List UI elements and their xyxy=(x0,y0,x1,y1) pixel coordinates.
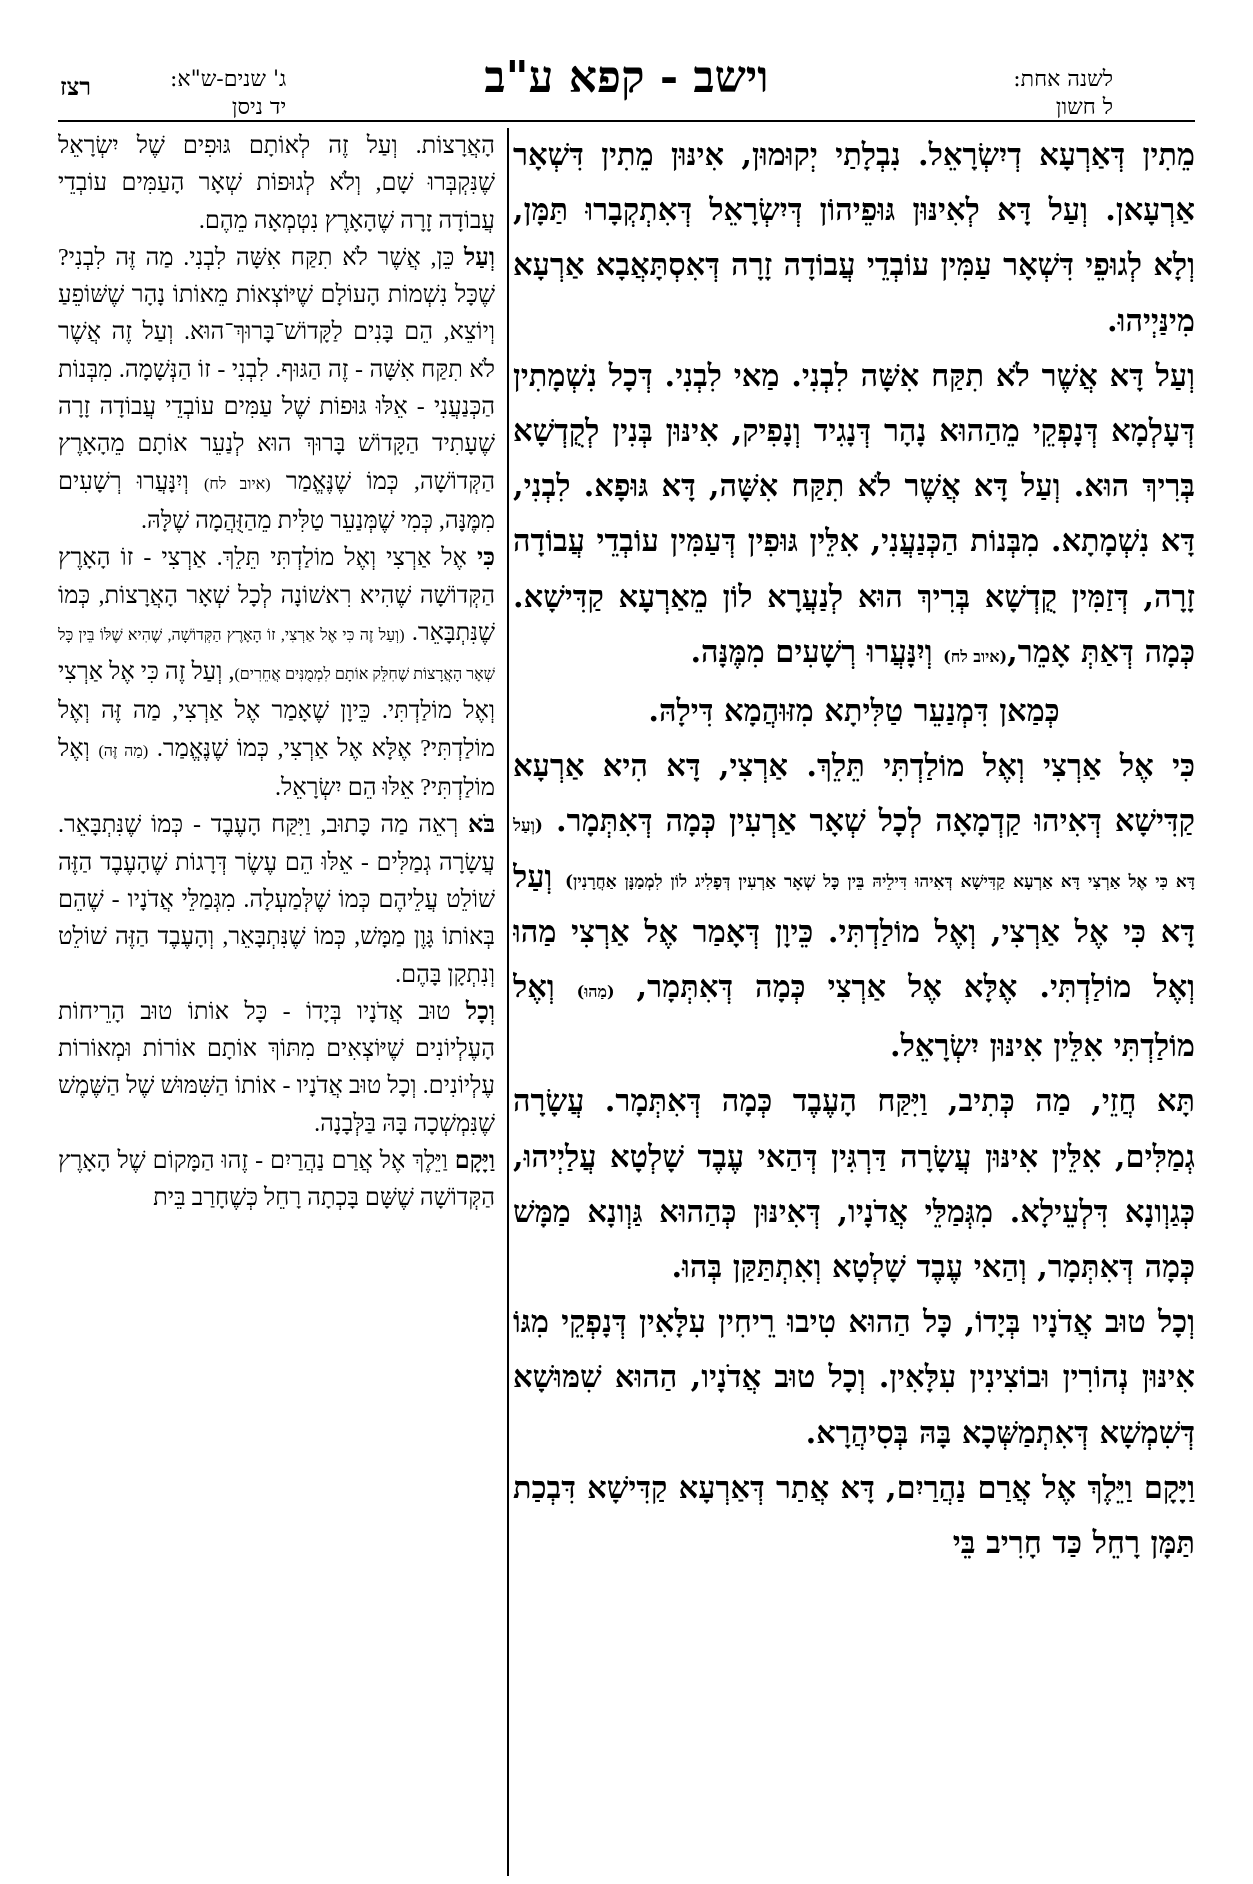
main-paragraph: וְכָל טוּב אֲדֹנָיו בְּיָדוֹ, כָּל הַהוּא טִיבוּ רֵיחִין עִלָּאִין דְּנָפְקֵי מִגּוֹ אִינּוּן נְהוֹרִין וּבוֹצִינִין עִלָּאִין. וְכָל טוּב אֲדֹנָיו, הַהוּא שִׁמּוּשָׁא דְּשִׁמְשָׁא דְּאִתְמַשְּׁכָא בָּהּ בְּסִיהֲרָא. xyxy=(513,1304,1195,1451)
page-header xyxy=(0,0,1253,125)
side-paragraph: וַיָּקָם וַיֵּלֶךְ אֶל אֲרַם נַהֲרַיִם - זֶהוּ הַמָּקוֹם שֶׁל הָאָרֶץ הַקְּדוֹשָׁה שֶׁשָּׁם בָּכְתָה רָחֵל כְּשֶׁחָרַב בֵּית xyxy=(58,1148,495,1212)
source-ref: (איוב לח) xyxy=(943,646,1008,666)
main-paragraph: תָּא חֲזֵי, מַה כְּתִיב, וַיִּקַּח הָעֶבֶד כְּמָה דְּאִתְּמָר. עֲשָׂרָה גְמַלִּים, אִלֵּין אִינּוּן עֲשָׂרָה דַּרְגִּין דְּהַאי עֶבֶד שָׁלְטָא עֲלַיְיהוּ, כְּגַוְונָא דִּלְעֵילָא. מִגְּמַלֵּי אֲדֹנָיו, דְּאִינּוּן כְּהַהוּא גַּוְונָא מַמָּשׁ כְּמָה דְּאִתְּמָר, וְהַאי עֶבֶד שָׁלְטָא וְאִתְתַּקַּן בְּהוּ. xyxy=(513,1083,1195,1286)
header-divider xyxy=(58,120,1195,122)
hebrew-translation-column xyxy=(58,128,495,1876)
side-paragraph: וְעַל כֵּן, אֲשֶׁר לֹא תִקַּח אִשָּׁה לִבְנִי. מַה זֶּה לִבְנִי? שֶׁכָּל נִשְׁמוֹת הָעוֹלָם שֶׁיּוֹצְאוֹת מֵאוֹתוֹ נָהָר שֶׁשּׁוֹפֵעַ וְיוֹצֵא, הֵם בָּנִים לַקָּדוֹשׁ־בָּרוּךְ־הוּא. וְעַל זֶה אֲשֶׁר לֹא תִקַּח אִשָּׁה - זֶה הַגּוּף. לִבְנִי - זוֹ הַנְּשָׁמָה. מִבְּנוֹת הַכְּנַעֲנִי - אֵלּוּ גּוּפוֹת שֶׁל עַמִּים עוֹבְדֵי עֲבוֹדָה זָרָה שֶׁעָתִיד הַקָּדוֹשׁ בָּרוּךְ הוּא לְנַעֵר אוֹתָם מֵהָאָרֶץ הַקְּדוֹשָׁה, כְּמוֹ שֶׁנֶּאֱמַר (איוב לח) וְיִנָּעֲרוּ רְשָׁעִים מִמֶּנָּה, כְּמִי שֶׁמְּנַעֵר טַלִּית מֵהַזֻּהֲמָה שֶׁלָּהּ. xyxy=(58,244,495,534)
page-title: וישב - קפא ע"ב xyxy=(484,52,769,103)
side-paragraph: כִּי אֶל אַרְצִי וְאֶל מוֹלַדְתִּי תֵּלֵךְ. אַרְצִי - זוֹ הָאָרֶץ הַקְּדוֹשָׁה שֶׁהִיא רִאשׁוֹנָה לְכָל שְׁאָר הָאֲרָצוֹת, כְּמוֹ שֶׁנִּתְבָּאֵר. (וְעַל זֶה כִּי אֶל אַרְצִי, זוֹ הָאָרֶץ הַקְּדוֹשָׁה, שֶׁהִיא שֶׁלּוֹ בֵּין כָּל שְׁאָר הָאֲרָצוֹת שֶׁחִלֵּק אוֹתָם לִמְמֻנִּים אֲחֵרִים), וְעַל זֶה כִּי אֶל אַרְצִי וְאֶל מוֹלַדְתִּי. כֵּיוָן שֶׁאָמַר אֶל אַרְצִי, מַה זֶּה וְאֶל מוֹלַדְתִּי? אֶלָּא אֶל אַרְצִי, כְּמוֹ שֶׁנֶּאֱמַר. (מַה זֶּה) וְאֶל מוֹלַדְתִּי? אֵלּוּ הֵם יִשְׂרָאֵל. xyxy=(58,545,495,802)
header-left-info xyxy=(170,66,286,122)
column-divider xyxy=(507,128,509,1876)
header-left-line1: ג' שנים-ש"א: xyxy=(170,67,287,92)
main-paragraph-centered: כְּמַאן דִּמְנַעֵר טַלִּיתָא מִזּוּהֲמָא דִּילָהּ. xyxy=(648,693,1060,730)
header-right-line2: ל חשון xyxy=(1055,95,1113,120)
source-ref: (איוב לח) xyxy=(204,475,271,493)
main-paragraph: מֵתִין דְּאַרְעָא דְיִשְׂרָאֵל. נִבְלָתַי יְקוּמוּן, אִינּוּן מֵתִין דִּשְׁאָר אַרְעָאן. וְעַל דָּא לְאִינּוּן גּוּפֵיהוֹן דְּיִשְׂרָאֵל דְּאִתְקְבָרוּ תַּמָּן, וְלָא לְגוּפֵי דִּשְׁאָר עַמִּין עוֹבְדֵי עֲבוֹדָה זָרָה דְּאִסְתָּאֲבָא אַרְעָא מִינַּיְיהוּ. xyxy=(513,137,1195,339)
header-left-line2: יד ניסן xyxy=(231,95,287,120)
side-paragraph: וְכָל טוּב אֲדֹנָיו בְּיָדוֹ - כָּל אוֹתוֹ טוּב הָרֵיחוֹת הָעֶלְיוֹנִים שֶׁיּוֹצְאִים מִתּוֹךְ אוֹתָם אוֹרוֹת וּמְאוֹרוֹת עֶלְיוֹנִים. וְכָל טוּב אֲדֹנָיו - אוֹתוֹ הַשִּׁמּוּשׁ שֶׁל הַשֶּׁמֶשׁ שֶׁנִּמְשְׁכָה בָּהּ בַּלְּבָנָה. xyxy=(58,998,495,1137)
source-ref: (מַה זֶּה) xyxy=(98,742,149,760)
page-number: רצז xyxy=(60,72,92,101)
side-paragraph: הָאֲרָצוֹת. וְעַל זֶה לְאוֹתָם גּוּפִים שֶׁל יִשְׂרָאֵל שֶׁנִּקְבְּרוּ שָׁם, וְלֹא לְגוּפוֹת שְׁאָר הָעַמִּים עוֹבְדֵי עֲבוֹדָה זָרָה שֶׁהָאָרֶץ נִטְמְאָה מֵהֶם. xyxy=(58,133,495,234)
aramaic-main-column xyxy=(513,128,1195,1876)
main-paragraph: וַיָּקָם וַיֵּלֶךְ אֶל אֲרַם נַהֲרַיִם, דָּא אֲתַר דְּאַרְעָא קַדִּישָׁא דִּבְכַת תַּמָּן רָחֵל כַּד חָרִיב בֵּי xyxy=(513,1469,1195,1562)
header-right-line1: לשנה אחת: xyxy=(1013,67,1113,92)
bracket-note: (וְעַל דָּא כִּי אֶל אַרְצִי דָּא אַרְעָא קַדִּישָׁא דְּאִיהוּ דִּילֵיהּ בֵּין כָּל שְׁאָר אַרְעִין דְּפָלִיג לוֹן לִמְמַנָּן אַחֲרָנִין) xyxy=(513,816,1195,892)
bracket-note: (וְעַל זֶה כִּי אֶל אַרְצִי, זוֹ הָאָרֶץ הַקְּדוֹשָׁה, שֶׁהִיא שֶׁלּוֹ בֵּין כָּל שְׁאָר הָאֲרָצוֹת שֶׁחִלֵּק אוֹתָם לִמְמֻנִּים אֲחֵרִים) xyxy=(58,626,495,684)
source-ref: (מַהוּ) xyxy=(576,982,615,1002)
main-paragraph: כִּי אֶל אַרְצִי וְאֶל מוֹלַדְתִּי תֵּלֵךְ. אַרְצִי, דָּא הִיא אַרְעָא קַדִּישָׁא דְּאִיהוּ קַדְמָאָה לְכָל שְׁאָר אַרְעִין כְּמָה דְּאִתְּמָר. (וְעַל דָּא כִּי אֶל אַרְצִי דָּא אַרְעָא קַדִּישָׁא דְּאִיהוּ דִּילֵיהּ בֵּין כָּל שְׁאָר אַרְעִין דְּפָלִיג לוֹן לִמְמַנָּן אַחֲרָנִין) וְעַל דָּא כִּי אֶל אַרְצִי, וְאֶל מוֹלַדְתִּי. כֵּיוָן דְּאָמַר אֶל אַרְצִי מַהוּ וְאֶל מוֹלַדְתִּי. אֶלָּא אֶל אַרְצִי כְּמָה דְּאִתְּמָר, (מַהוּ) וְאֶל מוֹלַדְתִּי אִלֵּין אִינּוּן יִשְׂרָאֵל. xyxy=(513,748,1195,1065)
main-paragraph: וְעַל דָּא אֲשֶׁר לֹא תִקַּח אִשָּׁה לִבְנִי. מַאי לִבְנִי. דְּכָל נִשְׁמָתִין דְּעָלְמָא דְּנָפְקֵי מֵהַהוּא נָהָר דְּנָגִיד וְנָפִיק, אִינּוּן בְּנִין לְקֻדְשָׁא בְּרִיךְ הוּא. וְעַל דָּא אֲשֶׁר לֹא תִקַּח אִשָּׁה, דָּא גּוּפָא. לִבְנִי, דָּא נִשְׁמָתָא. מִבְּנוֹת הַכְּנַעֲנִי, אִלֵּין גּוּפִין דְּעַמִּין עוֹבְדֵי עֲבוֹדָה זָרָה, דְּזַמִּין קֻדְשָׁא בְּרִיךְ הוּא לְנַעֲרָא לוֹן מֵאַרְעָא קַדִּישָׁא. כְּמָה דְּאַתְּ אָמֵר,(איוב לח) וְיִנָּעֲרוּ רְשָׁעִים מִמֶּנָּה. xyxy=(513,357,1195,670)
side-paragraph: בֹּא רְאֵה מַה כָּתוּב, וַיִּקַּח הָעֶבֶד - כְּמוֹ שֶׁנִּתְבָּאֵר. עֲשָׂרָה גְמַלִּים - אֵלּוּ הֵם עֶשֶׂר דְּרָגוֹת שֶׁהָעֶבֶד הַזֶּה שׁוֹלֵט עֲלֵיהֶם כְּמוֹ שֶׁלְּמַעְלָה. מִגְּמַלֵּי אֲדֹנָיו - שֶׁהֵם בְּאוֹתוֹ גָּוֶן מַמָּשׁ, כְּמוֹ שֶׁנִּתְבָּאֵר, וְהָעֶבֶד הַזֶּה שׁוֹלֵט וְנִתְקָן בָּהֶם. xyxy=(58,812,495,988)
